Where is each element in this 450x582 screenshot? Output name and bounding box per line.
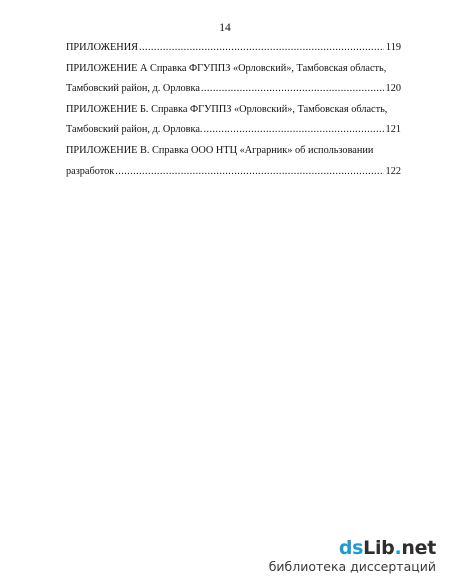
toc-entry-appendix-v-line1 bbox=[66, 141, 401, 162]
toc-page-number: 122 bbox=[385, 165, 401, 177]
toc-entry-text: ПРИЛОЖЕНИЕ В. Справка ООО НТЦ «Аграрник» об использовании bbox=[66, 144, 374, 156]
watermark-tagline: библиотека диссертаций bbox=[268, 559, 436, 574]
toc-entry-appendix-b-line1 bbox=[66, 100, 401, 121]
toc-entry-appendices bbox=[66, 38, 401, 59]
toc-entry-text: ПРИЛОЖЕНИЯ bbox=[66, 42, 139, 53]
toc-entry-text: Тамбовский район, д. Орловка bbox=[66, 83, 200, 95]
dslib-logo bbox=[269, 538, 436, 558]
toc-entry-appendix-b-line2 bbox=[66, 120, 401, 141]
toc-dot-leader bbox=[204, 120, 384, 141]
logo-part: Lib bbox=[363, 537, 395, 559]
table-of-contents bbox=[66, 38, 401, 182]
toc-page-number: 120 bbox=[385, 83, 401, 95]
toc-entry-text: разработок bbox=[66, 165, 115, 177]
toc-entry-appendix-v-line2 bbox=[66, 162, 401, 183]
toc-entry-appendix-a-line2 bbox=[66, 79, 401, 100]
toc-page-number: 119 bbox=[385, 42, 401, 53]
logo-part: ds bbox=[338, 537, 364, 559]
toc-dot-leader bbox=[139, 38, 384, 59]
toc-page-number: 121 bbox=[385, 124, 401, 136]
toc-entry-appendix-a-line1 bbox=[66, 59, 401, 80]
logo-part: . bbox=[394, 537, 402, 559]
toc-entry-text: ПРИЛОЖЕНИЕ Б. Справка ФГУППЗ «Орловский», Тамбовская область, bbox=[66, 103, 388, 115]
toc-entry-text: Тамбовский район, д. Орловка. bbox=[66, 124, 203, 136]
logo-part: net bbox=[401, 537, 436, 559]
dslib-watermark bbox=[269, 538, 436, 574]
toc-dot-leader bbox=[201, 79, 384, 100]
toc-dot-leader bbox=[115, 162, 383, 183]
toc-entry-text: ПРИЛОЖЕНИЕ А Справка ФГУППЗ «Орловский», Тамбовская область, bbox=[66, 62, 387, 74]
page-number: 14 bbox=[219, 22, 231, 34]
